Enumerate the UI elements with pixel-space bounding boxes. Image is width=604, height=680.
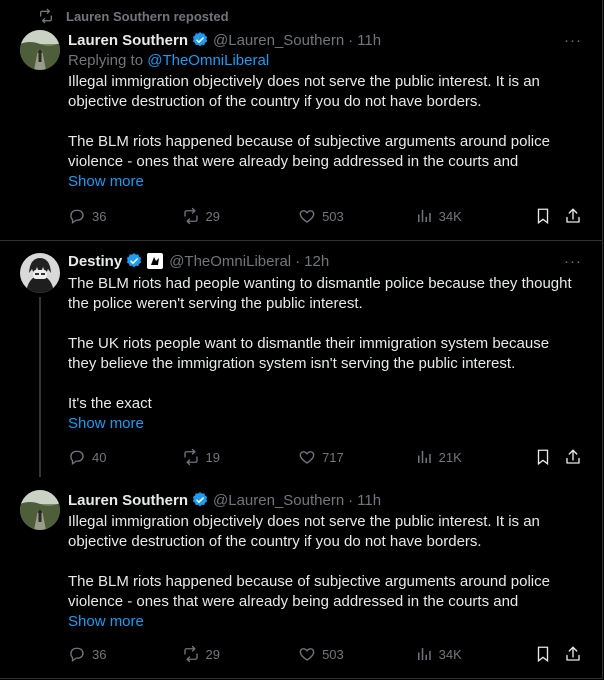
bookmark-button[interactable] <box>534 645 564 663</box>
author-name[interactable]: Lauren Southern <box>68 491 189 509</box>
repost-count: 29 <box>205 646 221 662</box>
repost-context[interactable] <box>38 8 229 24</box>
like-icon <box>298 645 316 663</box>
tweet-paragraph: The BLM riots happened because of subjective arguments around police violence - ones that were already being addressed in the courts and <box>68 133 555 170</box>
tweet-3[interactable] <box>0 480 602 678</box>
like-icon <box>298 207 316 225</box>
share-icon <box>564 448 582 466</box>
views-button[interactable] <box>415 448 535 466</box>
replying-to-label: Replying to <box>68 52 148 69</box>
avatar[interactable] <box>20 30 60 70</box>
author-handle[interactable]: @TheOmniLiberal <box>169 252 292 270</box>
views-icon <box>415 645 433 663</box>
thread-connector <box>39 297 41 477</box>
share-icon <box>564 207 582 225</box>
like-count: 717 <box>322 449 344 465</box>
tweet-paragraph: It's the exact <box>68 395 152 412</box>
repost-button[interactable] <box>182 645 299 663</box>
tweet-paragraph: The BLM riots had people wanting to dismantle police because they thought the police weren't serving the public interest. <box>68 275 576 312</box>
like-icon <box>298 448 316 466</box>
separator-dot: · <box>348 31 354 49</box>
replying-to-handle[interactable]: @TheOmniLiberal <box>147 52 270 69</box>
separator-dot: · <box>348 491 354 509</box>
tweet-2[interactable] <box>0 241 602 481</box>
like-count: 503 <box>322 646 344 662</box>
author-handle[interactable]: @Lauren_Southern <box>213 31 345 49</box>
timestamp[interactable]: 12h <box>304 252 330 270</box>
reply-icon <box>68 448 86 466</box>
repost-count: 29 <box>205 208 221 224</box>
tweet-text <box>68 72 578 172</box>
tweet-paragraph: Illegal immigration objectively does not serve the public interest. It is an objective destruction of the country if you do not have borders. <box>68 513 545 550</box>
reply-count: 36 <box>92 208 107 224</box>
affiliate-badge-icon[interactable] <box>147 253 163 269</box>
views-icon <box>415 207 433 225</box>
repost-count: 19 <box>205 449 221 465</box>
tweet-text <box>68 512 578 612</box>
more-icon[interactable]: ··· <box>564 32 582 49</box>
share-button[interactable] <box>564 448 588 466</box>
separator-dot: · <box>295 252 301 270</box>
repost-button[interactable] <box>182 207 299 225</box>
show-more-link[interactable]: Show more <box>68 415 144 432</box>
bookmark-icon <box>534 448 552 466</box>
repost-label: Lauren Southern reposted <box>66 8 229 24</box>
tweet-paragraph: Illegal immigration objectively does not serve the public interest. It is an objective destruction of the country if you do not have borders. <box>68 73 545 110</box>
views-count: 21K <box>438 449 462 465</box>
reply-count: 40 <box>92 449 107 465</box>
share-button[interactable] <box>564 645 588 663</box>
show-more-link[interactable]: Show more <box>68 613 144 630</box>
tweet-paragraph: The BLM riots happened because of subjective arguments around police violence - ones that were already being addressed in the courts and <box>68 573 555 610</box>
bookmark-icon <box>534 645 552 663</box>
tweet-1[interactable] <box>0 0 602 240</box>
avatar[interactable] <box>20 253 60 293</box>
author-name[interactable]: Lauren Southern <box>68 31 189 49</box>
like-button[interactable] <box>298 448 415 466</box>
timestamp[interactable]: 11h <box>357 491 382 509</box>
repost-button[interactable] <box>182 448 299 466</box>
show-more-link[interactable]: Show more <box>68 173 144 190</box>
share-icon <box>564 645 582 663</box>
reply-button[interactable] <box>68 207 182 225</box>
tweet-text <box>68 274 578 414</box>
bookmark-button[interactable] <box>534 448 564 466</box>
repost-icon <box>182 645 200 663</box>
bookmark-button[interactable] <box>534 207 564 225</box>
verified-badge-icon <box>125 252 143 270</box>
views-count: 34K <box>438 208 462 224</box>
like-button[interactable] <box>298 645 415 663</box>
share-button[interactable] <box>564 207 588 225</box>
repost-icon <box>182 207 200 225</box>
views-icon <box>415 448 433 466</box>
views-button[interactable] <box>415 645 535 663</box>
views-count: 34K <box>438 646 462 662</box>
author-handle[interactable]: @Lauren_Southern <box>213 491 345 509</box>
reply-button[interactable] <box>68 448 182 466</box>
bookmark-icon <box>534 207 552 225</box>
verified-badge-icon <box>191 31 209 49</box>
views-button[interactable] <box>415 207 535 225</box>
avatar[interactable] <box>20 490 60 530</box>
more-icon[interactable]: ··· <box>564 253 582 270</box>
author-name[interactable]: Destiny <box>68 252 123 270</box>
reply-button[interactable] <box>68 645 182 663</box>
replying-to <box>68 51 578 71</box>
repost-icon <box>182 448 200 466</box>
reply-icon <box>68 207 86 225</box>
like-button[interactable] <box>298 207 415 225</box>
reply-count: 36 <box>92 646 107 662</box>
reply-icon <box>68 645 86 663</box>
tweet-paragraph: The UK riots people want to dismantle their immigration system because they believe the immigration system isn't serving the public interest. <box>68 335 554 372</box>
like-count: 503 <box>322 208 344 224</box>
verified-badge-icon <box>191 491 209 509</box>
timestamp[interactable]: 11h <box>357 31 382 49</box>
repost-icon <box>38 8 54 24</box>
